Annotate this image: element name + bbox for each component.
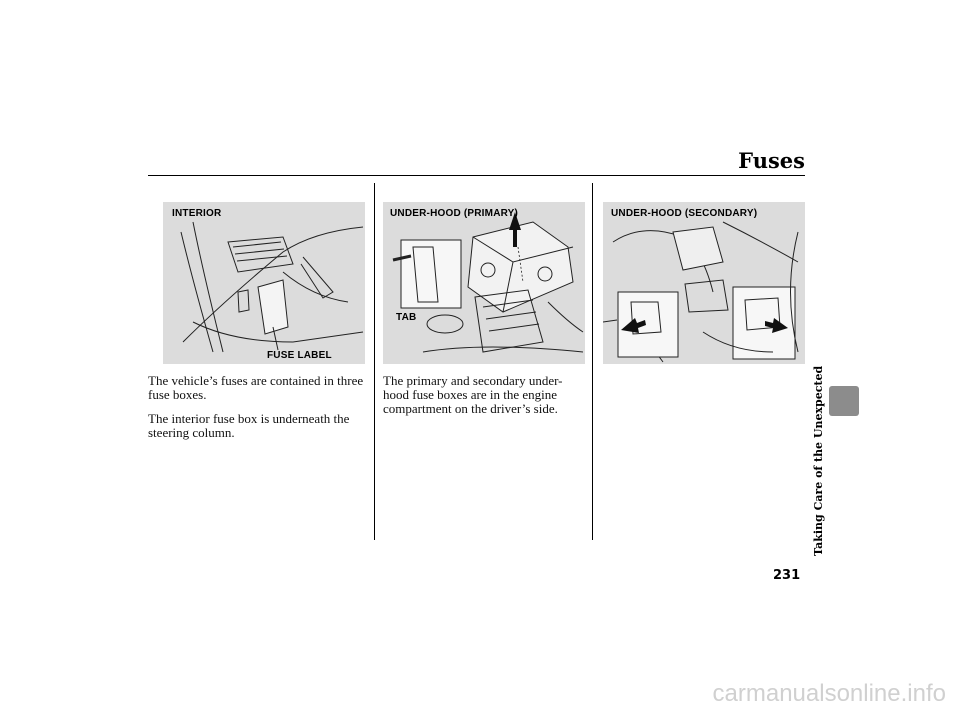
primary-label: UNDER-HOOD (PRIMARY) [390, 208, 519, 219]
primary-illustration [383, 202, 585, 364]
interior-paragraph: The interior fuse box is underneath the steering column. [148, 411, 350, 440]
body-column-middle [383, 374, 583, 426]
column-divider-left [374, 183, 375, 540]
secondary-figure [603, 202, 805, 364]
column-divider-right [592, 183, 593, 540]
interior-figure [163, 202, 365, 364]
intro-paragraph: The vehicle’s fuses are contained in three fuse boxes. [148, 373, 364, 402]
section-tab-marker [829, 386, 859, 416]
secondary-illustration [603, 202, 805, 364]
body-column-left [148, 374, 368, 450]
page-number: 231 [773, 568, 801, 583]
section-name: Taking Care of the Unexpected [812, 365, 825, 556]
interior-illustration [163, 202, 365, 364]
fuse-label-callout: FUSE LABEL [267, 350, 332, 361]
watermark: carmanualsonline.info [712, 680, 946, 707]
underhood-paragraph: The primary and secondary under-hood fuse boxes are in the engine compartment on the driver’s side. [383, 373, 563, 416]
primary-figure [383, 202, 585, 364]
tab-callout: TAB [396, 312, 417, 323]
secondary-label: UNDER-HOOD (SECONDARY) [611, 208, 758, 219]
title-rule [148, 175, 805, 176]
interior-label: INTERIOR [172, 208, 222, 219]
page-title: Fuses [738, 148, 805, 173]
